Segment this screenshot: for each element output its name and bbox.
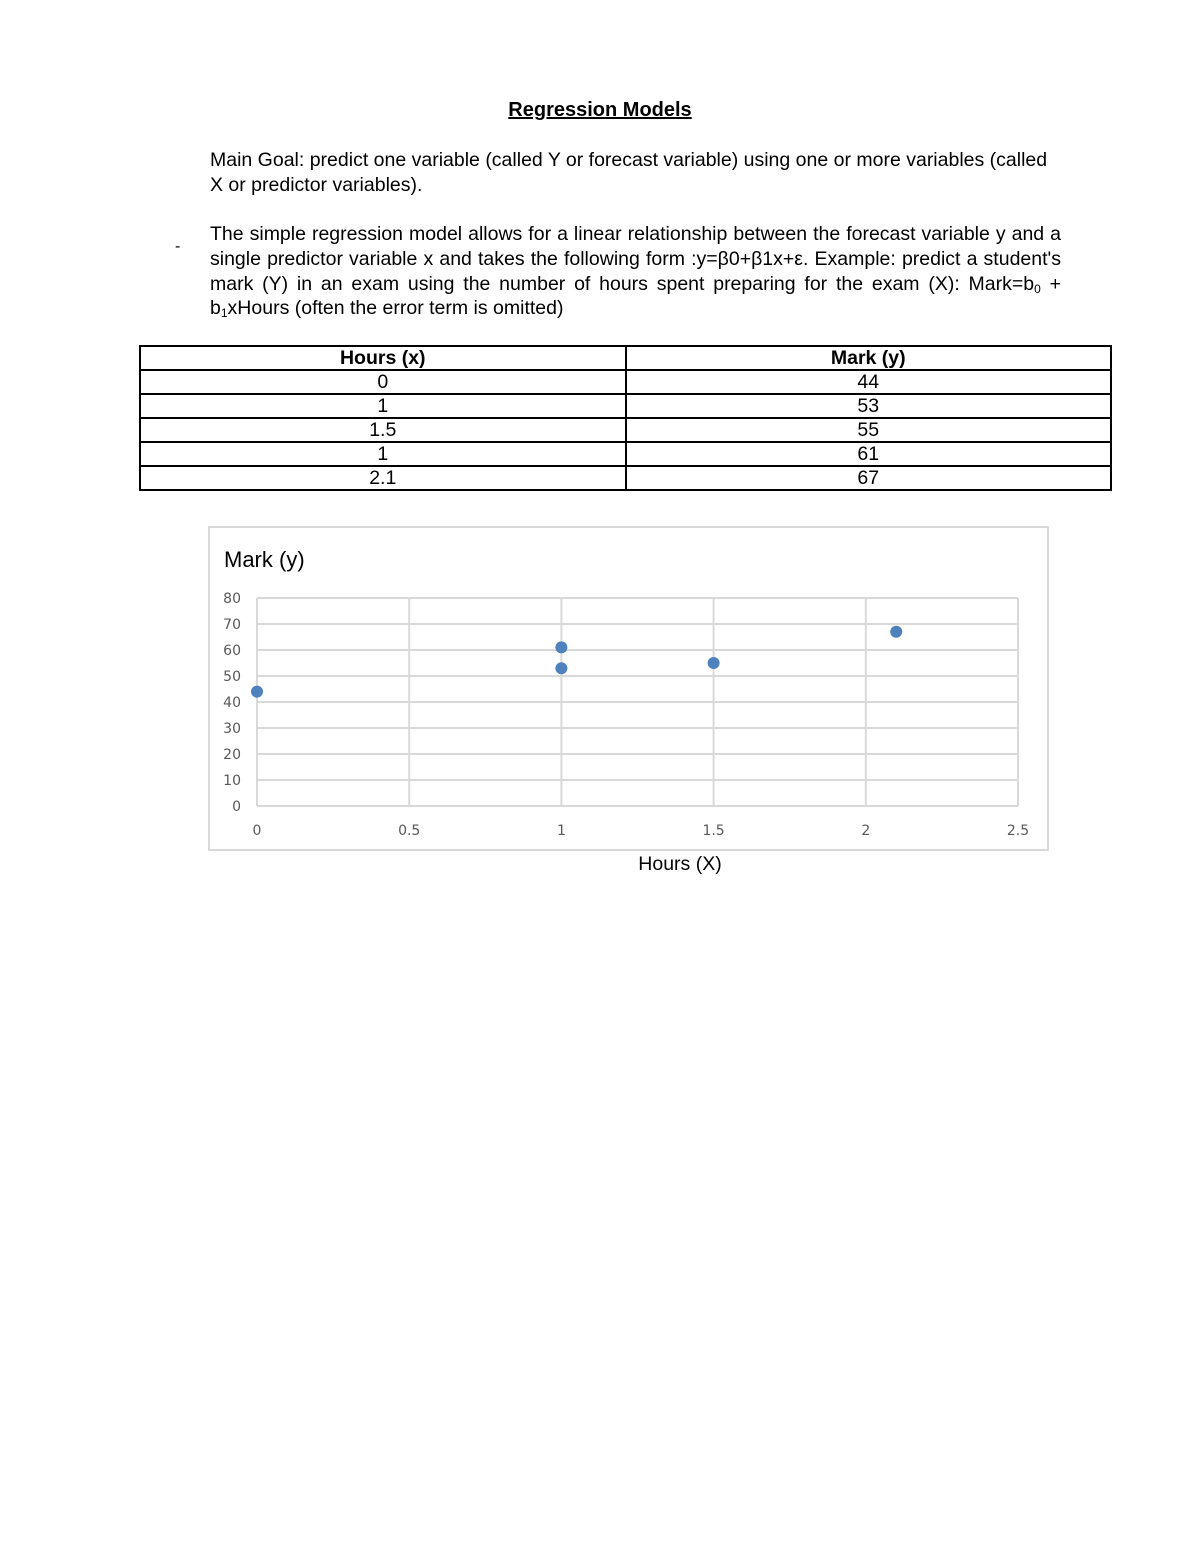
main-goal-text: Main Goal: predict one variable (called Y or forecast variable) using one or more variables (called X or predictor variables).: [210, 149, 1048, 196]
data-point: [708, 657, 720, 669]
x-tick-label: 0: [252, 823, 262, 839]
y-tick-label: 0: [232, 799, 241, 815]
cell-hours: 1: [140, 442, 626, 466]
header-mark: Mark (y): [626, 346, 1112, 370]
x-tick-label: 0.5: [398, 823, 421, 839]
y-tick-label: 70: [223, 617, 241, 633]
data-point: [555, 662, 567, 674]
y-tick-label: 30: [223, 721, 241, 737]
x-axis-label: Hours (X): [638, 853, 722, 875]
example-plus-b: + b: [210, 272, 1061, 320]
x-tick-label: 2: [861, 823, 871, 839]
bullet-dash: -: [175, 238, 181, 255]
example-pre: Example: predict a student's mark (Y) in an exam using the number of hours spent preparing for the exam (X): Mark=b: [210, 247, 1061, 295]
cell-mark: 53: [626, 394, 1112, 418]
cell-mark: 44: [626, 370, 1112, 394]
y-tick-label: 10: [223, 773, 241, 789]
subscript-1: 1: [220, 306, 228, 321]
cell-hours: 1.5: [140, 418, 626, 442]
y-tick-label: 60: [223, 643, 241, 659]
cell-mark: 61: [626, 442, 1112, 466]
data-point: [890, 626, 902, 638]
subscript-0: 0: [1034, 281, 1041, 296]
cell-hours: 1: [140, 394, 626, 418]
page-title: Regression Models: [508, 99, 692, 121]
x-tick-label: 2.5: [1006, 823, 1030, 839]
y-tick-label: 80: [223, 591, 241, 607]
example-post: xHours (often the error term is omitted): [227, 297, 564, 320]
header-hours: Hours (x): [140, 346, 626, 370]
cell-hours: 2.1: [140, 466, 626, 490]
x-tick-label: 1.5: [702, 823, 725, 839]
simple-model-text: The simple regression model allows for a linear relationship between the forecast variable y and a single predictor variable x and takes the following form :y=β0+β1x+ε.: [210, 223, 1061, 270]
data-point: [555, 641, 567, 653]
cell-mark: 55: [626, 418, 1112, 442]
y-tick-label: 40: [223, 695, 241, 711]
cell-mark: 67: [626, 466, 1112, 490]
y-tick-label: 50: [223, 669, 241, 685]
chart-title: Mark (y): [224, 547, 305, 572]
x-tick-label: 1: [556, 823, 566, 839]
data-point: [251, 686, 263, 698]
y-tick-label: 20: [223, 747, 241, 763]
cell-hours: 0: [140, 370, 626, 394]
